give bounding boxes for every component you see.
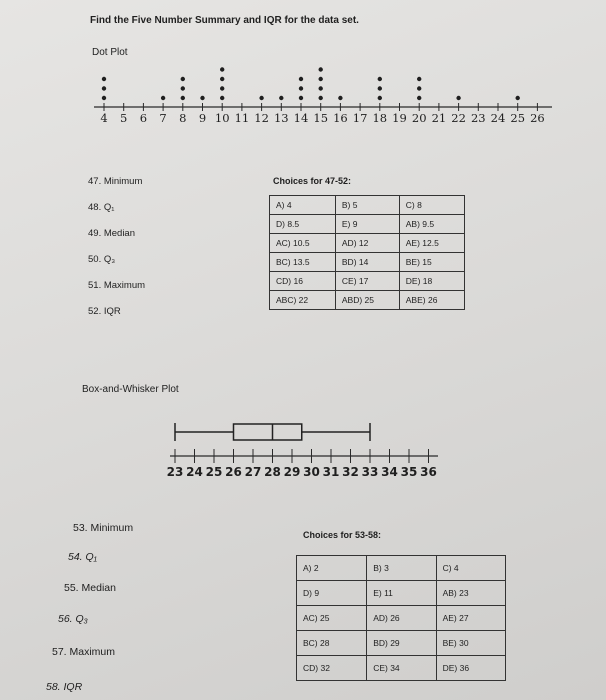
dot-plot-tick-label: 19 (392, 111, 407, 125)
dot-plot-tick-label: 15 (313, 111, 329, 125)
dot-plot-tick-label: 6 (139, 111, 148, 125)
box-plot-tick-label: 31 (322, 465, 340, 479)
dot-plot-tick-label: 25 (510, 111, 526, 125)
dot-plot-tick-label: 23 (470, 111, 486, 125)
choice-cell: DE) 18 (399, 272, 464, 291)
choice-cell: AB) 9.5 (399, 215, 464, 234)
dot-plot-tick-label: 18 (372, 111, 388, 125)
dot-plot-tick-label: 13 (273, 111, 289, 125)
choice-cell: BD) 29 (367, 631, 436, 656)
box-plot-tick-label: 35 (400, 465, 418, 479)
box-plot-tick-label: 32 (342, 465, 359, 479)
box-plot-tick-label: 24 (186, 465, 203, 479)
choice-cell: AD) 12 (335, 234, 399, 253)
dot-plot-tick-label: 24 (490, 111, 506, 125)
box-plot-tick-label: 28 (264, 465, 281, 479)
choice-cell: AC) 25 (297, 606, 367, 631)
dot-plot-tick-label: 26 (530, 111, 545, 125)
box-plot-tick-label: 30 (303, 465, 320, 479)
choice-cell: C) 4 (436, 556, 505, 581)
dot-plot-tick-label: 8 (179, 111, 187, 125)
box-plot-tick-label: 27 (244, 465, 262, 479)
box-plot-label: Box-and-Whisker Plot (82, 384, 179, 395)
dot-plot-tick-label: 7 (159, 111, 167, 125)
choice-cell: E) 9 (335, 215, 399, 234)
choice-cell: AD) 26 (367, 606, 436, 631)
choices-table-53-58 (296, 555, 506, 681)
question-54: 54. Q₁ (68, 551, 97, 563)
choice-cell: E) 11 (367, 581, 436, 606)
choice-cell: D) 8.5 (270, 215, 336, 234)
dot-plot-tick-label: 4 (100, 111, 108, 125)
table-row (297, 656, 506, 681)
dot-plot-tick-label: 16 (333, 111, 348, 125)
choice-cell: ABE) 26 (399, 291, 464, 310)
box-plot-tick-label: 36 (420, 465, 437, 479)
table-row (297, 606, 506, 631)
table-row (297, 581, 506, 606)
box-plot-tick-label: 26 (225, 465, 242, 479)
choice-cell: AB) 23 (436, 581, 505, 606)
question-53: 53. Minimum (73, 522, 134, 534)
box-q1-q3 (234, 424, 302, 440)
question-51: 51. Maximum (88, 280, 146, 291)
choice-cell: ABC) 22 (270, 291, 336, 310)
choice-cell: BC) 13.5 (270, 253, 336, 272)
question-56: 56. Q₃ (58, 613, 88, 625)
choice-cell: D) 9 (297, 581, 367, 606)
dot-plot-label: Dot Plot (92, 47, 128, 58)
choices-53-58-title: Choices for 53-58: (303, 530, 382, 540)
choice-cell: ABD) 25 (335, 291, 399, 310)
dot-plot-tick-label: 10 (214, 111, 230, 125)
choice-cell: DE) 36 (436, 656, 505, 681)
dot-plot-tick-label: 17 (352, 111, 368, 125)
choice-cell: AC) 10.5 (270, 234, 336, 253)
dot-plot-tick-label: 5 (120, 111, 128, 125)
dot-plot-tick-label: 12 (254, 111, 269, 125)
table-row (297, 556, 506, 581)
dot-plot-tick-label: 22 (451, 111, 466, 125)
question-52: 52. IQR (88, 306, 121, 317)
choice-cell: BD) 14 (335, 253, 399, 272)
dot-plot-tick-label: 14 (293, 111, 309, 125)
box-plot-tick-label: 23 (166, 465, 184, 479)
box-plot-tick-label: 25 (205, 465, 223, 479)
question-50: 50. Q₃ (88, 254, 116, 265)
choice-cell: CD) 32 (297, 656, 367, 681)
worksheet-title: Find the Five Number Summary and IQR for the data set. (90, 15, 359, 26)
question-57: 57. Maximum (52, 646, 116, 658)
table-row (297, 631, 506, 656)
choice-cell: CE) 34 (367, 656, 436, 681)
question-48: 48. Q₁ (88, 202, 115, 213)
choice-cell: AE) 27 (436, 606, 505, 631)
choice-cell: BE) 30 (436, 631, 505, 656)
dot-plot-tick-label: 20 (411, 111, 427, 125)
choice-cell: B) 3 (367, 556, 436, 581)
choices-47-52-title: Choices for 47-52: (273, 176, 352, 186)
dot-plot-tick-label: 21 (431, 111, 447, 125)
question-55: 55. Median (64, 582, 116, 594)
choice-cell: BE) 15 (399, 253, 464, 272)
box-plot-tick-label: 34 (381, 465, 398, 479)
question-58: 58. IQR (46, 681, 83, 693)
choice-cell: B) 5 (335, 196, 399, 215)
question-49: 49. Median (88, 228, 136, 239)
box-plot-tick-label: 33 (361, 465, 379, 479)
dot-plot-tick-label: 11 (234, 111, 250, 125)
choice-cell: BC) 28 (297, 631, 367, 656)
choice-cell: AE) 12.5 (399, 234, 464, 253)
question-47: 47. Minimum (88, 176, 143, 187)
choice-cell: CE) 17 (335, 272, 399, 291)
box-plot-tick-label: 29 (283, 465, 301, 479)
choice-cell: CD) 16 (270, 272, 336, 291)
dot-plot-tick-label: 9 (198, 111, 207, 125)
choice-cell: A) 2 (297, 556, 367, 581)
choice-cell: C) 8 (399, 196, 464, 215)
choice-cell: A) 4 (270, 196, 336, 215)
